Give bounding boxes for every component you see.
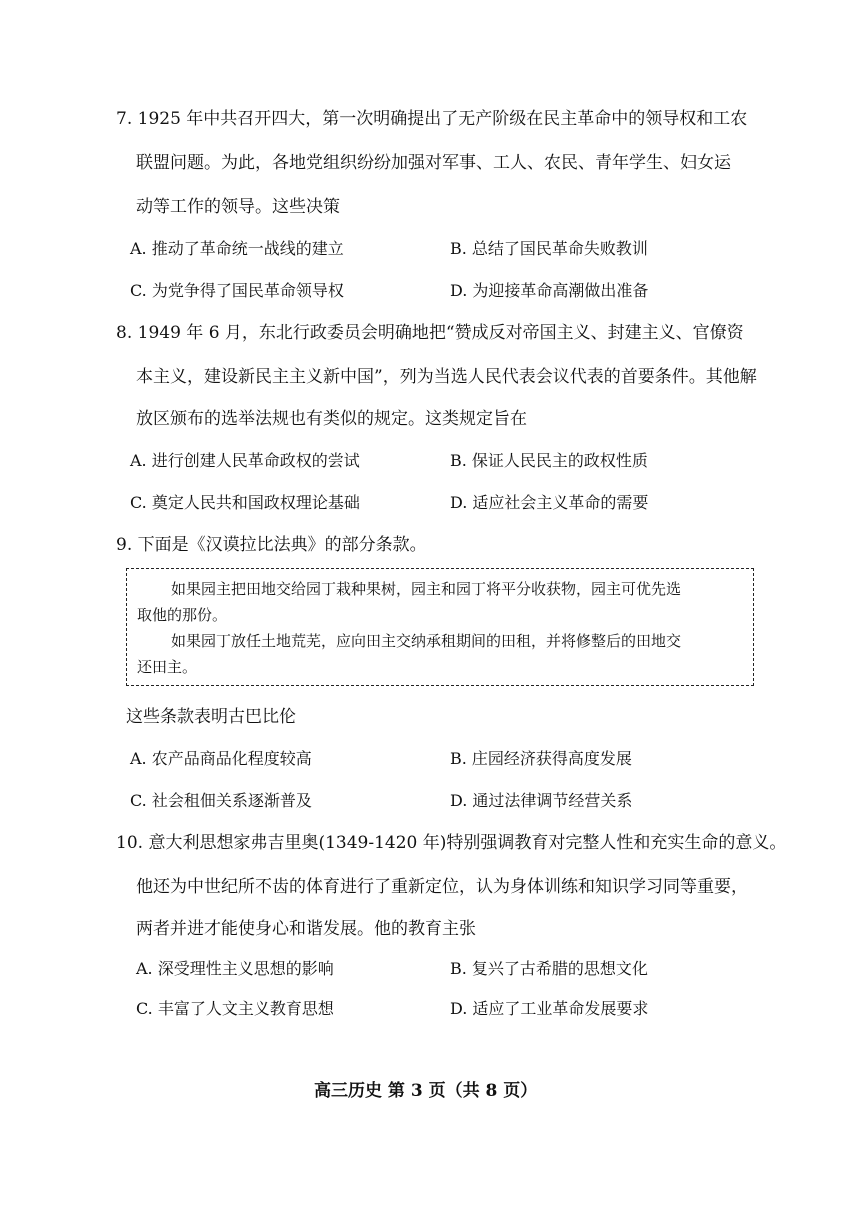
q9-option-c[interactable]: C. 社会租佃关系逐渐普及 <box>130 791 312 810</box>
q7-option-d[interactable]: D. 为迎接革命高潮做出准备 <box>450 281 649 300</box>
q10-option-c[interactable]: C. 丰富了人文主义教育思想 <box>136 999 334 1018</box>
q9-option-a[interactable]: A. 农产品商品化程度较高 <box>130 749 312 768</box>
q8-option-c[interactable]: C. 奠定人民共和国政权理论基础 <box>130 493 360 512</box>
q10-line-1: 10. 意大利思想家弗吉里奥(1349-1420 年)特别强调教育对完整人性和充实生命的意义。 <box>116 833 787 853</box>
quote-line-4: 还田主。 <box>137 658 198 676</box>
q8-line-1: 8. 1949 年 6 月，东北行政委员会明确地把“赞成反对帝国主义、封建主义、官僚资 <box>116 323 744 343</box>
quote-line-2: 取他的那份。 <box>137 606 228 624</box>
q7-option-c[interactable]: C. 为党争得了国民革命领导权 <box>130 281 344 300</box>
q10-option-a[interactable]: A. 深受理性主义思想的影响 <box>136 959 334 978</box>
q8-option-a[interactable]: A. 进行创建人民革命政权的尝试 <box>130 451 360 470</box>
q7-option-a[interactable]: A. 推动了革命统一战线的建立 <box>130 239 344 258</box>
q10-option-b[interactable]: B. 复兴了古希腊的思想文化 <box>450 959 648 978</box>
q9-option-d[interactable]: D. 通过法律调节经营关系 <box>450 791 633 810</box>
q8-line-3: 放区颁布的选举法规也有类似的规定。这类规定旨在 <box>136 409 527 429</box>
q7-option-b[interactable]: B. 总结了国民革命失败教训 <box>450 239 648 258</box>
quote-line-1: 如果园主把田地交给园丁栽种果树，园主和园丁将平分收获物，园主可优先选 <box>171 580 682 598</box>
q7-line-1: 7. 1925 年中共召开四大，第一次明确提出了无产阶级在民主革命中的领导权和工农 <box>116 109 748 129</box>
q9-option-b[interactable]: B. 庄园经济获得高度发展 <box>450 749 632 768</box>
q10-option-d[interactable]: D. 适应了工业革命发展要求 <box>450 999 649 1018</box>
q9-line-1: 9. 下面是《汉谟拉比法典》的部分条款。 <box>116 535 427 555</box>
q7-line-2: 联盟问题。为此，各地党组织纷纷加强对军事、工人、农民、青年学生、妇女运 <box>136 153 731 173</box>
q8-line-2: 本主义，建设新民主主义新中国”，列为当选人民代表会议代表的首要条件。其他解 <box>136 367 757 387</box>
page-footer: 高三历史 第 3 页（共 8 页） <box>314 1081 538 1101</box>
q8-option-b[interactable]: B. 保证人民民主的政权性质 <box>450 451 648 470</box>
q8-option-d[interactable]: D. 适应社会主义革命的需要 <box>450 493 649 512</box>
q10-line-3: 两者并进才能使身心和谐发展。他的教育主张 <box>136 919 476 939</box>
quote-line-3: 如果园丁放任土地荒芜，应向田主交纳承租期间的田租，并将修整后的田地交 <box>171 632 682 650</box>
quote-box <box>126 568 754 686</box>
q7-line-3: 动等工作的领导。这些决策 <box>136 197 340 217</box>
q9-stem: 这些条款表明古巴比伦 <box>126 707 296 727</box>
q10-line-2: 他还为中世纪所不齿的体育进行了重新定位，认为身体训练和知识学习同等重要， <box>136 877 748 897</box>
